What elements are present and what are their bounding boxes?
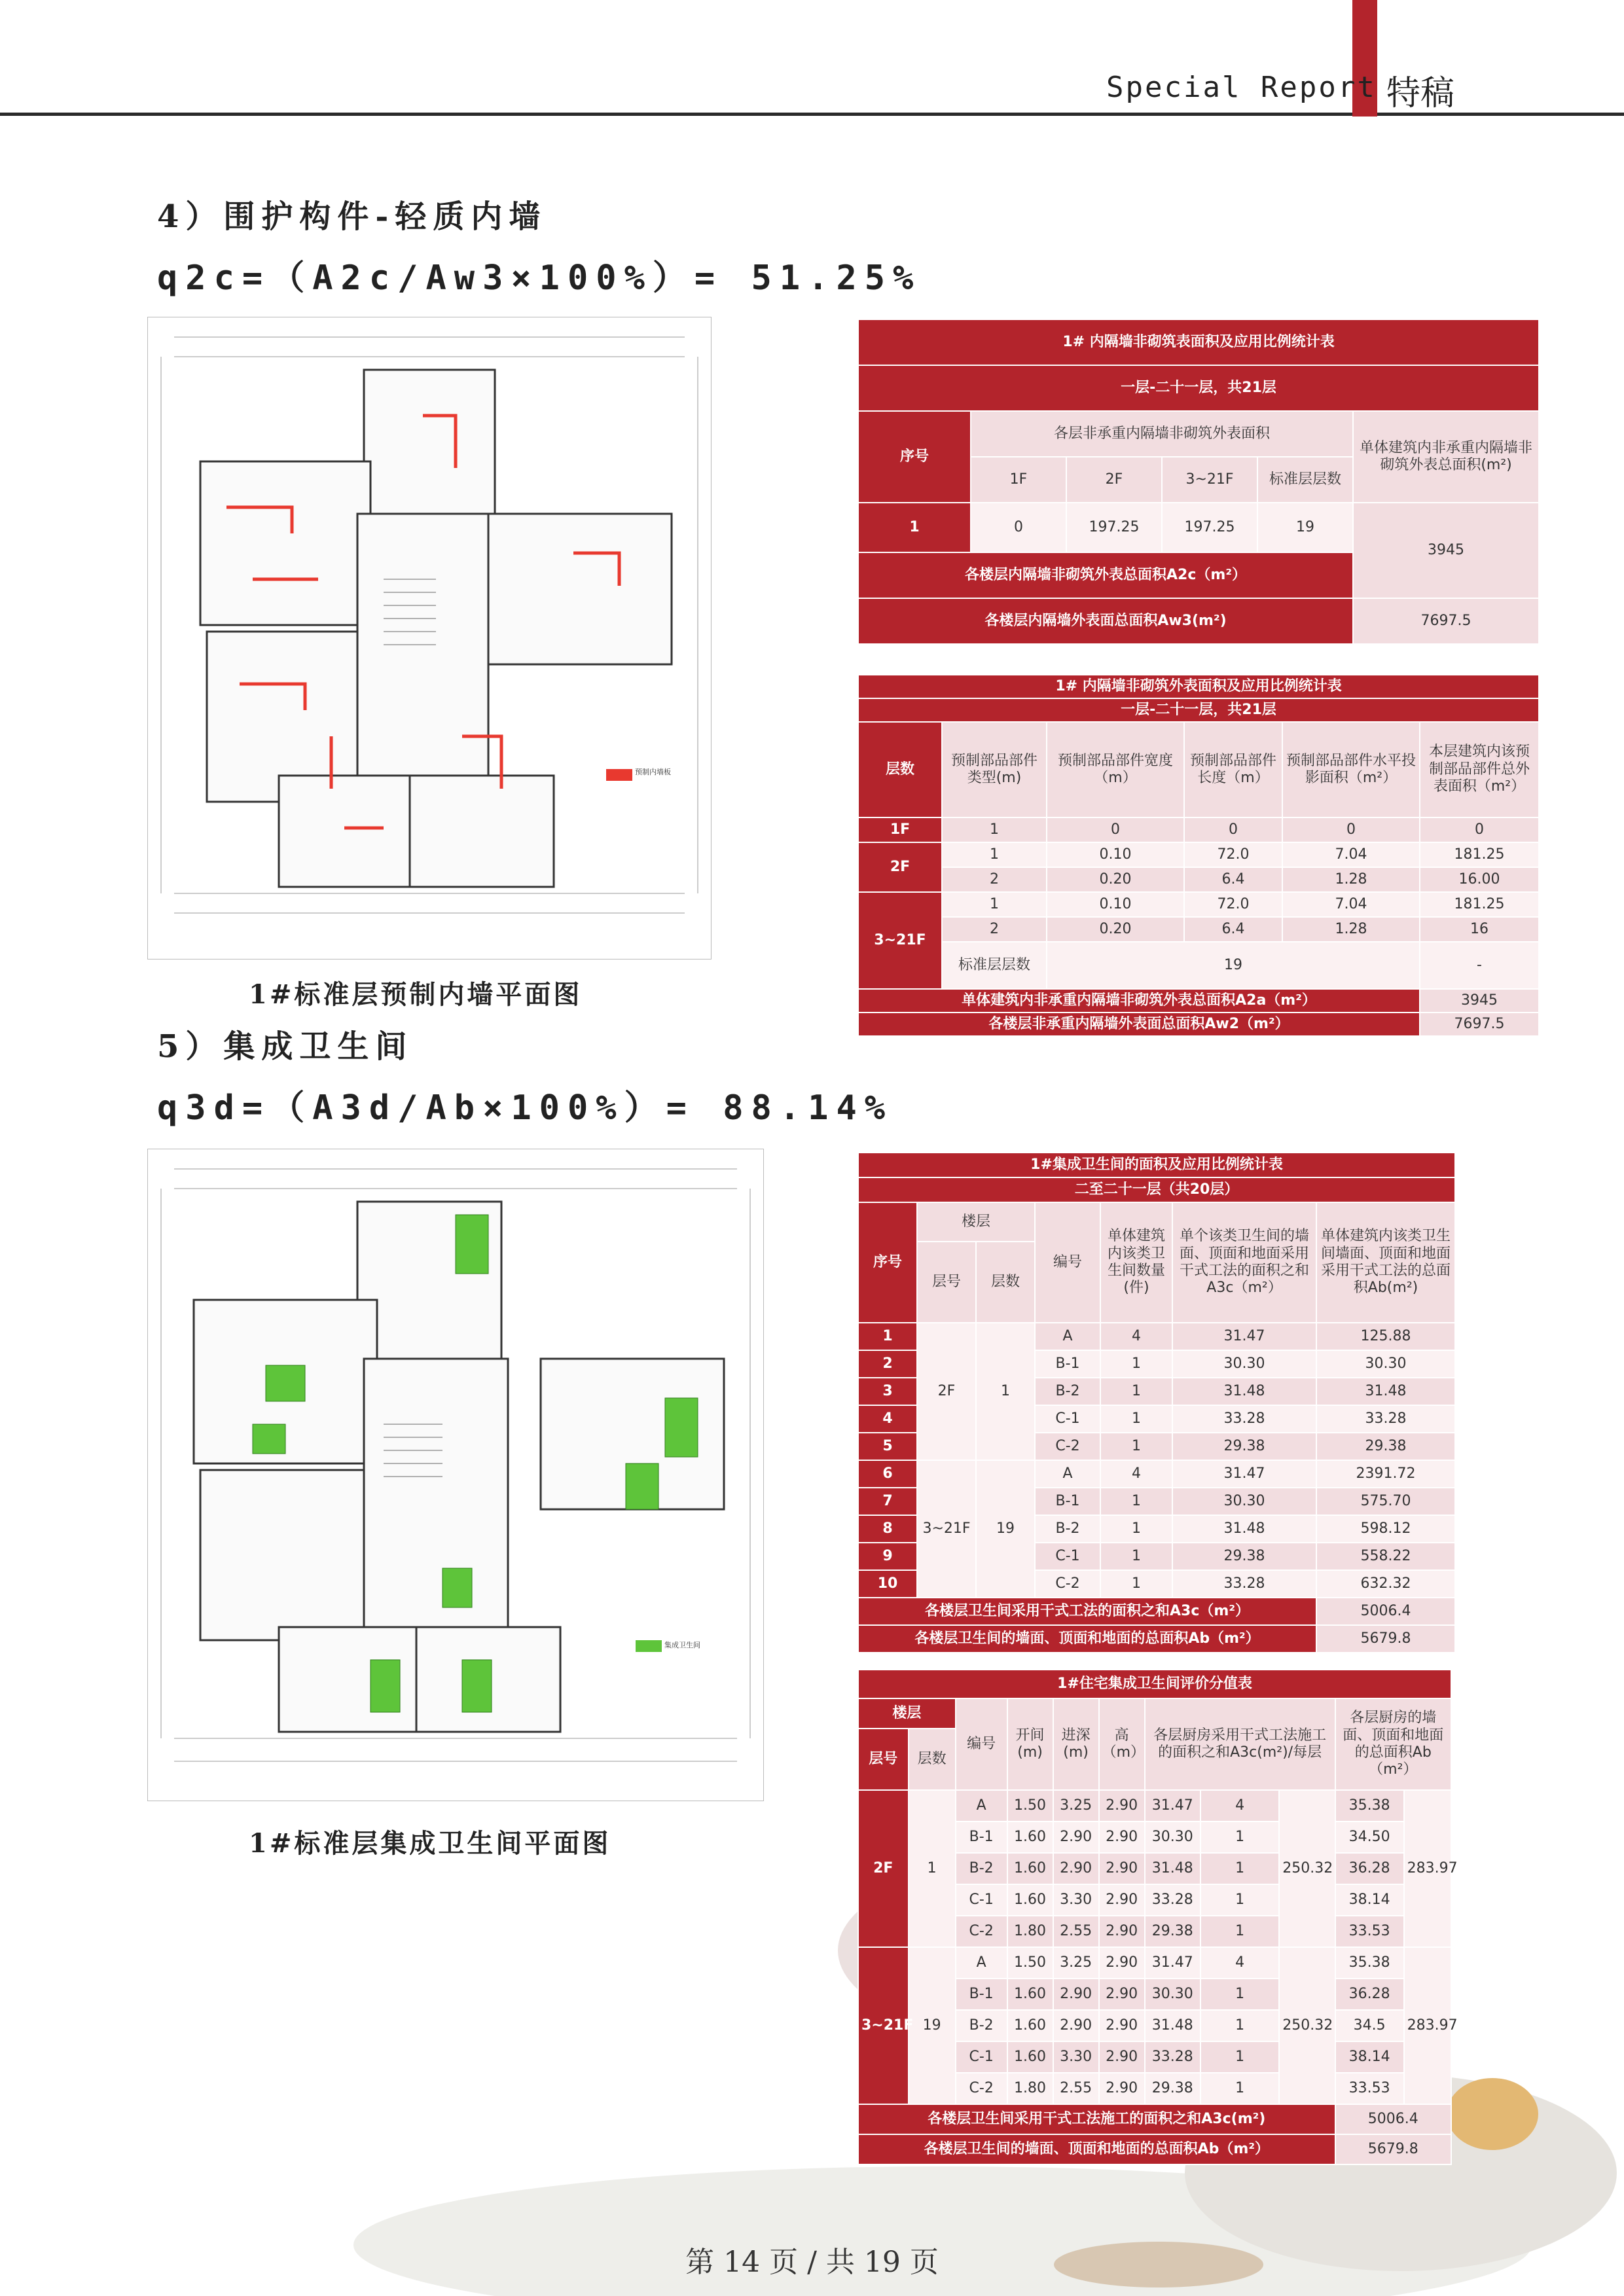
- summary-label: 单体建筑内非承重内隔墙非砌筑外表总面积A2a（m²）: [858, 989, 1420, 1013]
- section5-formula: q3d=（A3d/Ab×100%）= 88.14%: [157, 1088, 893, 1128]
- summary-label: 各楼层内隔墙外表面总面积Aw3(m²): [858, 598, 1353, 644]
- std-floor-dash: -: [1420, 942, 1539, 989]
- data-cell: 4: [1100, 1460, 1172, 1488]
- plan-legend-walls: 预制内墙板: [635, 768, 671, 776]
- data-cell: B-1: [1035, 1488, 1100, 1515]
- data-cell: 33.28: [1145, 2041, 1200, 2073]
- header-cell: 楼层: [917, 1202, 1035, 1242]
- data-cell: 1: [1100, 1378, 1172, 1405]
- row-index: 2: [858, 1350, 917, 1378]
- data-cell: 0.20: [1047, 867, 1184, 892]
- data-cell: 1.50: [1007, 1947, 1053, 1979]
- header-cell: 预制部品部件类型(m): [942, 722, 1047, 817]
- section4-formula: q2c=（A2c/Aw3×100%）= 51.25%: [157, 259, 922, 298]
- header-cell: 层号: [858, 1729, 909, 1790]
- data-cell: 19: [1257, 503, 1353, 552]
- data-cell: 29.38: [1172, 1543, 1316, 1570]
- data-cell: 31.48: [1316, 1378, 1455, 1405]
- data-cell: 598.12: [1316, 1515, 1455, 1543]
- floor-cell: 1: [976, 1323, 1035, 1460]
- data-cell: A: [1035, 1460, 1100, 1488]
- data-cell: 1: [942, 892, 1047, 917]
- table-bathroom-score: [857, 1669, 1458, 2165]
- plan-caption-bathrooms: 1#标准层集成卫生间平面图: [249, 1828, 611, 1859]
- header-cell: 3~21F: [1162, 457, 1257, 503]
- data-cell: 31.47: [1172, 1323, 1316, 1350]
- data-cell: C-1: [1035, 1405, 1100, 1433]
- header-section-en: Special Report: [1106, 71, 1377, 104]
- data-cell: 2.90: [1099, 1790, 1145, 1821]
- data-cell: 36.28: [1335, 1853, 1404, 1884]
- header-cell: 编号: [956, 1698, 1007, 1790]
- header-cell: 层号: [917, 1242, 976, 1323]
- header-cell: 各层厨房采用干式工法施工的面积之和A3c(m²)/每层: [1145, 1698, 1335, 1790]
- plan-caption-walls: 1#标准层预制内墙平面图: [249, 979, 583, 1010]
- data-cell: 2.55: [1053, 2073, 1099, 2104]
- data-cell: 6.4: [1184, 867, 1282, 892]
- data-cell: 0: [971, 503, 1066, 552]
- page-number: 第 14 页 / 共 19 页: [685, 2246, 939, 2279]
- summary-label: 各楼层非承重内隔墙外表面总面积Aw2（m²）: [858, 1013, 1420, 1036]
- floor-cell: 1F: [858, 817, 942, 842]
- summary-label: 各楼层卫生间的墙面、顶面和地面的总面积Ab（m²）: [858, 2134, 1335, 2164]
- table-subtitle: 一层-二十一层，共21层: [858, 365, 1539, 411]
- data-cell: 4: [1200, 1947, 1279, 1979]
- row-index: 9: [858, 1543, 917, 1570]
- header-cell: 层数: [858, 722, 942, 817]
- header-cell: 高（m）: [1099, 1698, 1145, 1790]
- table-title: 1# 内隔墙非砌筑外表面积及应用比例统计表: [858, 675, 1539, 698]
- row-index: 5: [858, 1433, 917, 1460]
- data-cell: 1.60: [1007, 1853, 1053, 1884]
- group-sum: 250.32: [1279, 1790, 1335, 1947]
- plan-legend-bathrooms: 集成卫生间: [664, 1641, 700, 1649]
- data-cell: 0: [1282, 817, 1420, 842]
- data-cell: 30.30: [1145, 1979, 1200, 2010]
- data-cell: 1: [1100, 1488, 1172, 1515]
- table-subtitle: 二至二十一层（共20层）: [858, 1177, 1455, 1202]
- data-cell: 30.30: [1172, 1488, 1316, 1515]
- group-sum: 250.32: [1279, 1947, 1335, 2104]
- header-cell: 预制部品部件水平投影面积（m²）: [1282, 722, 1420, 817]
- header-cell: 开间(m): [1007, 1698, 1053, 1790]
- data-cell: 31.47: [1145, 1790, 1200, 1821]
- data-cell: 1.50: [1007, 1790, 1053, 1821]
- data-cell: 31.47: [1172, 1460, 1316, 1488]
- data-cell: 558.22: [1316, 1543, 1455, 1570]
- floor-cell: 19: [909, 1947, 956, 2104]
- data-cell: 2.90: [1099, 1916, 1145, 1947]
- data-cell: A: [956, 1947, 1007, 1979]
- data-cell: B-2: [956, 1853, 1007, 1884]
- header-cell: 单体建筑内该类卫生间墙面、顶面和地面采用干式工法的总面积Ab(m²): [1316, 1202, 1455, 1323]
- header-cell: 各层厨房的墙面、顶面和地面的总面积Ab（m²）: [1335, 1698, 1451, 1790]
- floor-cell: 19: [976, 1460, 1035, 1598]
- data-cell: 3.25: [1053, 1947, 1099, 1979]
- data-cell: 197.25: [1162, 503, 1257, 552]
- data-cell: 31.48: [1145, 1853, 1200, 1884]
- data-cell: 1.60: [1007, 2041, 1053, 2073]
- header-cell: 层数: [909, 1729, 956, 1790]
- data-cell: C-1: [956, 2041, 1007, 2073]
- data-cell: 197.25: [1066, 503, 1162, 552]
- floor-cell: 3~21F: [917, 1460, 976, 1598]
- data-cell: 1: [858, 503, 971, 552]
- row-index: 1: [858, 1323, 917, 1350]
- floor-cell: 1: [909, 1790, 956, 1947]
- data-cell: 181.25: [1420, 842, 1539, 867]
- header-section-zh: 特稿: [1386, 74, 1455, 113]
- data-cell: 0.20: [1047, 917, 1184, 942]
- summary-label: 各楼层内隔墙非砌筑外表总面积A2c（m²）: [858, 552, 1353, 598]
- data-cell: 1.80: [1007, 2073, 1053, 2104]
- data-cell: 3945: [1353, 503, 1539, 598]
- data-cell: 1: [1200, 2041, 1279, 2073]
- summary-value: 7697.5: [1353, 598, 1539, 644]
- data-cell: 2: [942, 917, 1047, 942]
- data-cell: 29.38: [1172, 1433, 1316, 1460]
- data-cell: 33.28: [1172, 1405, 1316, 1433]
- header-cell: 进深(m): [1053, 1698, 1099, 1790]
- data-cell: 4: [1100, 1323, 1172, 1350]
- data-cell: 33.28: [1316, 1405, 1455, 1433]
- data-cell: 3.25: [1053, 1790, 1099, 1821]
- data-cell: 31.47: [1145, 1947, 1200, 1979]
- data-cell: 1.28: [1282, 867, 1420, 892]
- data-cell: 1.60: [1007, 1979, 1053, 2010]
- data-cell: 2.90: [1053, 1821, 1099, 1853]
- data-cell: 1: [1200, 1853, 1279, 1884]
- summary-value: 5006.4: [1316, 1598, 1455, 1625]
- data-cell: 1: [1200, 2073, 1279, 2104]
- data-cell: 72.0: [1184, 842, 1282, 867]
- data-cell: 7.04: [1282, 842, 1420, 867]
- data-cell: 1.28: [1282, 917, 1420, 942]
- header-cell: 序号: [858, 1202, 917, 1323]
- data-cell: 3.30: [1053, 1884, 1099, 1916]
- data-cell: 2.90: [1099, 1947, 1145, 1979]
- data-cell: 34.5: [1335, 2010, 1404, 2041]
- header-cell: 单个该类卫生间的墙面、顶面和地面采用干式工法的面积之和A3c（m²）: [1172, 1202, 1316, 1323]
- data-cell: 1: [1100, 1570, 1172, 1598]
- section5-title: 5）集成卫生间: [157, 1028, 414, 1065]
- row-index: 3: [858, 1378, 917, 1405]
- data-cell: 72.0: [1184, 892, 1282, 917]
- floor-plan-walls: [147, 317, 712, 960]
- data-cell: 36.28: [1335, 1979, 1404, 2010]
- data-cell: B-2: [1035, 1515, 1100, 1543]
- data-cell: 1: [942, 817, 1047, 842]
- floor-cell: 2F: [858, 1790, 909, 1947]
- data-cell: 1: [1100, 1405, 1172, 1433]
- data-cell: B-1: [1035, 1350, 1100, 1378]
- header-cell: 各层非承重内隔墙非砌筑外表面积: [971, 411, 1353, 457]
- data-cell: C-1: [956, 1884, 1007, 1916]
- data-cell: 1: [1200, 1821, 1279, 1853]
- data-cell: 632.32: [1316, 1570, 1455, 1598]
- header-cell: 楼层: [858, 1698, 956, 1729]
- data-cell: 2.90: [1099, 1884, 1145, 1916]
- std-floor-label: 标准层层数: [942, 942, 1047, 989]
- row-index: 10: [858, 1570, 917, 1598]
- data-cell: C-1: [1035, 1543, 1100, 1570]
- data-cell: 2.90: [1053, 1853, 1099, 1884]
- data-cell: 2391.72: [1316, 1460, 1455, 1488]
- data-cell: A: [1035, 1323, 1100, 1350]
- table-bathroom-area: [857, 1152, 1456, 1653]
- floor-cell: 3~21F: [858, 1947, 909, 2104]
- data-cell: 4: [1200, 1790, 1279, 1821]
- data-cell: 31.48: [1172, 1515, 1316, 1543]
- data-cell: 35.38: [1335, 1790, 1404, 1821]
- data-cell: 33.53: [1335, 1916, 1404, 1947]
- row-index: 8: [858, 1515, 917, 1543]
- data-cell: C-2: [1035, 1433, 1100, 1460]
- table-title: 1#集成卫生间的面积及应用比例统计表: [858, 1153, 1455, 1177]
- data-cell: 7.04: [1282, 892, 1420, 917]
- data-cell: 2.90: [1099, 2073, 1145, 2104]
- floor-cell: 3~21F: [858, 892, 942, 989]
- summary-value: 5679.8: [1316, 1625, 1455, 1653]
- summary-value: 3945: [1420, 989, 1539, 1013]
- data-cell: 29.38: [1316, 1433, 1455, 1460]
- data-cell: 35.38: [1335, 1947, 1404, 1979]
- data-cell: 29.38: [1145, 1916, 1200, 1947]
- header-cell: 单体建筑内非承重内隔墙非砌筑外表总面积(m²): [1353, 411, 1539, 503]
- std-floor-value: 19: [1047, 942, 1420, 989]
- header-cell: 2F: [1066, 457, 1162, 503]
- data-cell: 1: [1100, 1433, 1172, 1460]
- group-total: 283.97: [1404, 1790, 1451, 1947]
- data-cell: 34.50: [1335, 1821, 1404, 1853]
- header-cell: 编号: [1035, 1202, 1100, 1323]
- summary-value: 5679.8: [1335, 2134, 1451, 2164]
- data-cell: B-2: [956, 2010, 1007, 2041]
- data-cell: 1: [1200, 1884, 1279, 1916]
- data-cell: 29.38: [1145, 2073, 1200, 2104]
- data-cell: 1.60: [1007, 2010, 1053, 2041]
- header-rule: [0, 113, 1624, 116]
- data-cell: C-2: [1035, 1570, 1100, 1598]
- row-index: 4: [858, 1405, 917, 1433]
- data-cell: B-1: [956, 1821, 1007, 1853]
- data-cell: 31.48: [1145, 2010, 1200, 2041]
- header-cell: 预制部品部件长度（m）: [1184, 722, 1282, 817]
- data-cell: 1.80: [1007, 1916, 1053, 1947]
- data-cell: 30.30: [1145, 1821, 1200, 1853]
- data-cell: B-2: [1035, 1378, 1100, 1405]
- data-cell: 2.90: [1099, 1821, 1145, 1853]
- summary-label: 各楼层卫生间的墙面、顶面和地面的总面积Ab（m²）: [858, 1625, 1316, 1653]
- data-cell: 2.90: [1099, 2041, 1145, 2073]
- header-cell: 本层建筑内该预制部品部件总外表面积（m²）: [1420, 722, 1539, 817]
- data-cell: 0: [1420, 817, 1539, 842]
- data-cell: 2.90: [1053, 2010, 1099, 2041]
- data-cell: A: [956, 1790, 1007, 1821]
- data-cell: 0: [1184, 817, 1282, 842]
- data-cell: 1: [1100, 1543, 1172, 1570]
- floor-cell: 2F: [917, 1323, 976, 1460]
- table-wall-surface-2: [857, 674, 1540, 1037]
- data-cell: 1.60: [1007, 1884, 1053, 1916]
- table-title: 1# 内隔墙非砌筑表面积及应用比例统计表: [858, 319, 1539, 365]
- summary-label: 各楼层卫生间采用干式工法的面积之和A3c（m²）: [858, 1598, 1316, 1625]
- data-cell: 1: [1200, 1916, 1279, 1947]
- data-cell: 6.4: [1184, 917, 1282, 942]
- row-index: 6: [858, 1460, 917, 1488]
- data-cell: 38.14: [1335, 2041, 1404, 2073]
- floor-cell: 2F: [858, 842, 942, 892]
- data-cell: 38.14: [1335, 1884, 1404, 1916]
- table-subtitle: 一层-二十一层，共21层: [858, 698, 1539, 722]
- data-cell: 1: [942, 842, 1047, 867]
- data-cell: 575.70: [1316, 1488, 1455, 1515]
- data-cell: C-2: [956, 2073, 1007, 2104]
- data-cell: 30.30: [1316, 1350, 1455, 1378]
- data-cell: 1: [1100, 1515, 1172, 1543]
- header-cell: 单体建筑内该类卫生间数量(件): [1100, 1202, 1172, 1323]
- data-cell: 31.48: [1172, 1378, 1316, 1405]
- row-index: 7: [858, 1488, 917, 1515]
- data-cell: 2.90: [1053, 1979, 1099, 2010]
- header-cell: 标准层层数: [1257, 457, 1353, 503]
- data-cell: 0: [1047, 817, 1184, 842]
- data-cell: 3.30: [1053, 2041, 1099, 2073]
- data-cell: 125.88: [1316, 1323, 1455, 1350]
- header-cell: 预制部品部件宽度（m）: [1047, 722, 1184, 817]
- data-cell: 16: [1420, 917, 1539, 942]
- data-cell: 1.60: [1007, 1821, 1053, 1853]
- header-cell: 1F: [971, 457, 1066, 503]
- data-cell: 16.00: [1420, 867, 1539, 892]
- data-cell: 2: [942, 867, 1047, 892]
- data-cell: 2.90: [1099, 1979, 1145, 2010]
- section4-title: 4）围护构件-轻质内墙: [157, 198, 547, 235]
- table-title: 1#住宅集成卫生间评价分值表: [858, 1670, 1451, 1698]
- data-cell: 2.90: [1099, 2010, 1145, 2041]
- summary-label: 各楼层卫生间采用干式工法施工的面积之和A3c(m²): [858, 2104, 1335, 2134]
- data-cell: B-1: [956, 1979, 1007, 2010]
- data-cell: 2.55: [1053, 1916, 1099, 1947]
- data-cell: C-2: [956, 1916, 1007, 1947]
- data-cell: 2.90: [1099, 1853, 1145, 1884]
- table-wall-surface-1: [857, 319, 1540, 645]
- header-cell: 序号: [858, 411, 971, 503]
- data-cell: 33.53: [1335, 2073, 1404, 2104]
- floor-plan-bathrooms: [147, 1149, 764, 1801]
- data-cell: 1: [1200, 1979, 1279, 2010]
- header-cell: 层数: [976, 1242, 1035, 1323]
- data-cell: 33.28: [1145, 1884, 1200, 1916]
- data-cell: 1: [1200, 2010, 1279, 2041]
- data-cell: 0.10: [1047, 842, 1184, 867]
- data-cell: 1: [1100, 1350, 1172, 1378]
- summary-value: 7697.5: [1420, 1013, 1539, 1036]
- summary-value: 5006.4: [1335, 2104, 1451, 2134]
- data-cell: 181.25: [1420, 892, 1539, 917]
- data-cell: 0.10: [1047, 892, 1184, 917]
- data-cell: 30.30: [1172, 1350, 1316, 1378]
- data-cell: 33.28: [1172, 1570, 1316, 1598]
- group-total: 283.97: [1404, 1947, 1451, 2104]
